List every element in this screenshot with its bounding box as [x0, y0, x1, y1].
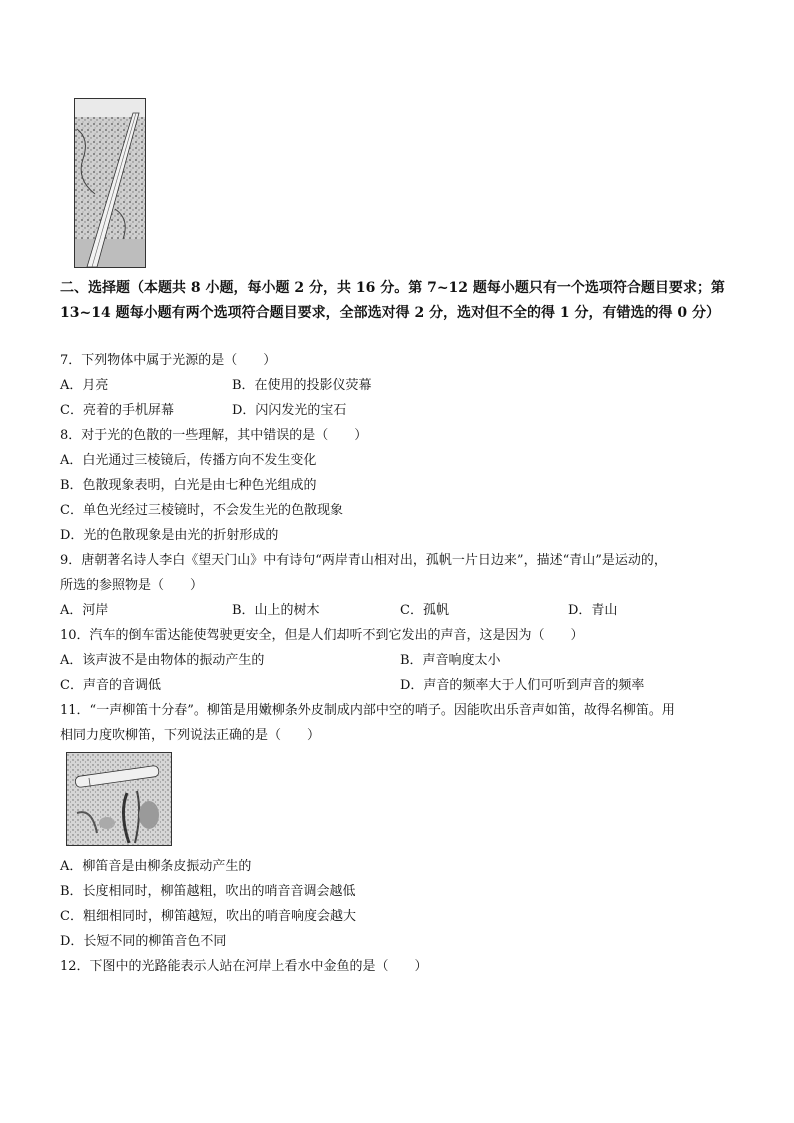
q9-option-c: C．孤帆 — [400, 603, 449, 618]
q11-option-b: B．长度相同时，柳笛越粗，吹出的哨音音调会越低 — [60, 884, 356, 899]
q11-option-c: C．粗细相同时，柳笛越短，吹出的哨音响度会越大 — [60, 909, 356, 924]
q10-stem: 10．汽车的倒车雷达能使驾驶更安全，但是人们却听不到它发出的声音，这是因为（ ） — [60, 628, 584, 643]
aerial-photo-figure — [74, 98, 146, 268]
q11-option-a: A．柳笛音是由柳条皮振动产生的 — [60, 859, 252, 874]
section-title: 二、选择题（本题共 8 小题，每小题 2 分，共 16 分。第 7~12 题每小题只有一个选项符合题目要求；第 13~14 题每小题有两个选项符合题目要求，全部选对得 2 分，选对但不全的得 1 分，有错选的得 0 分） — [60, 280, 725, 321]
q10-option-a: A．该声波不是由物体的振动产生的 — [60, 653, 265, 668]
q8-option-c: C．单色光经过三棱镜时，不会发生光的色散现象 — [60, 503, 343, 518]
q8-option-b: B．色散现象表明，白光是由七种色光组成的 — [60, 478, 317, 493]
q8-option-a: A．白光通过三棱镜后，传播方向不发生变化 — [60, 453, 317, 468]
q7-option-d: D．闪闪发光的宝石 — [232, 403, 347, 418]
q9-option-b: B．山上的树木 — [232, 603, 320, 618]
q7-option-a: A．月亮 — [60, 378, 109, 393]
q7-option-b: B．在使用的投影仪荧幕 — [232, 378, 372, 393]
q10-option-c: C．声音的音调低 — [60, 678, 161, 693]
q10-option-d: D．声音的频率大于人们可听到声音的频率 — [400, 678, 645, 693]
q11-stem-line1: 11．“一声柳笛十分春”。柳笛是用嫩柳条外皮制成内部中空的哨子。因能吹出乐音声如笛，故得名柳笛。用 — [60, 703, 675, 718]
q9-option-a: A．河岸 — [60, 603, 109, 618]
q12-stem: 12．下图中的光路能表示人站在河岸上看水中金鱼的是（ ） — [60, 959, 428, 974]
q9-stem-line2: 所选的参照物是（ ） — [60, 578, 204, 593]
q7-option-c: C．亮着的手机屏幕 — [60, 403, 174, 418]
q8-stem: 8．对于光的色散的一些理解，其中错误的是（ ） — [60, 428, 368, 443]
willow-whistle-figure — [66, 752, 172, 846]
q9-option-d: D．青山 — [568, 603, 618, 618]
aerial-photo-image — [75, 99, 145, 267]
q11-stem-line2: 相同力度吹柳笛，下列说法正确的是（ ） — [60, 728, 321, 743]
q8-option-d: D．光的色散现象是由光的折射形成的 — [60, 528, 279, 543]
willow-whistle-image — [67, 753, 171, 845]
q11-option-d: D．长短不同的柳笛音色不同 — [60, 934, 227, 949]
q10-option-b: B．声音响度太小 — [400, 653, 501, 668]
q7-stem: 7．下列物体中属于光源的是（ ） — [60, 353, 277, 368]
q9-stem-line1: 9．唐朝著名诗人李白《望天门山》中有诗句“两岸青山相对出，孤帆一片日边来”，描述“青山”是运动的， — [60, 553, 667, 568]
